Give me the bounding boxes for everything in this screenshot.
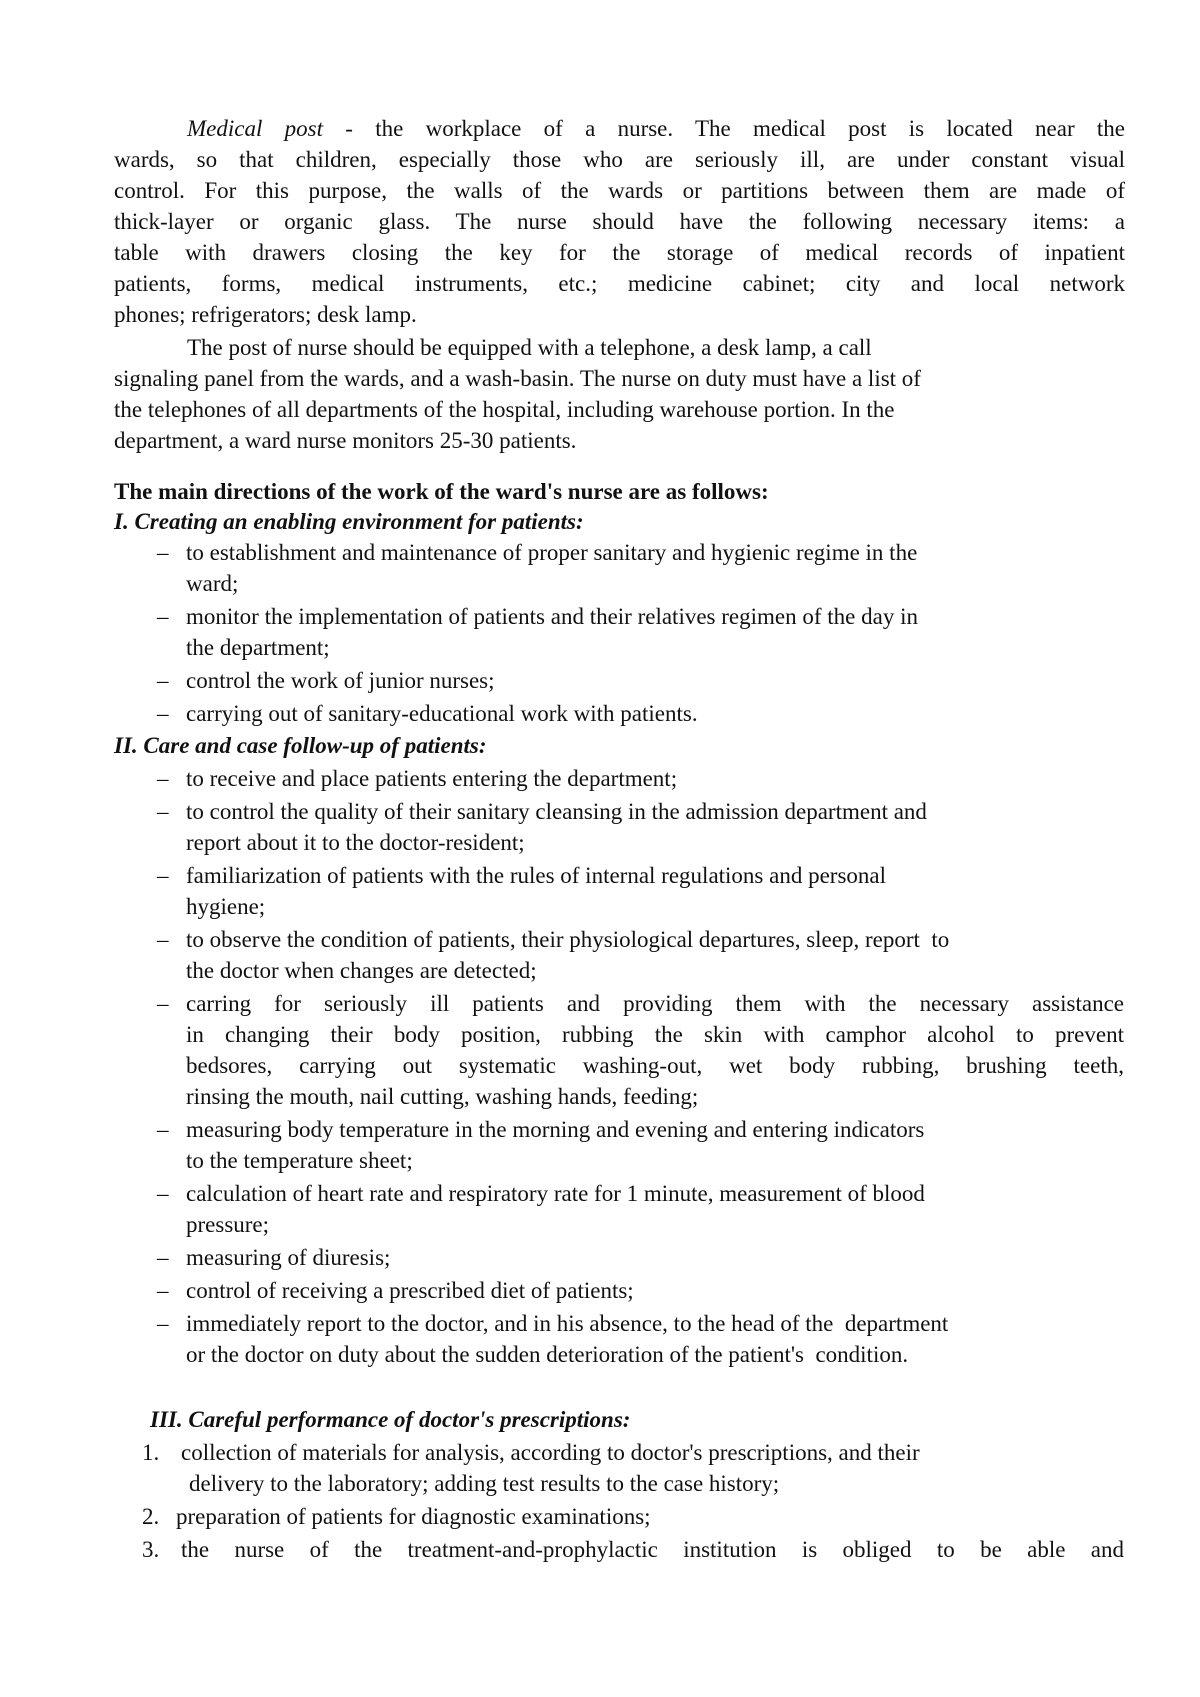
intro-line-2: wards, so that children, especially those who are seriously ill, are under constant visual <box>114 147 1125 172</box>
section-2-heading: II. Care and case follow-up of patients: <box>114 733 487 758</box>
list-item-continuation: or the doctor on duty about the sudden deterioration of the patient's condition. <box>186 1342 909 1367</box>
bullet-dash: – <box>157 701 169 726</box>
bullet-dash: – <box>157 1117 169 1142</box>
section-3-heading: III. Careful performance of doctor's prescriptions: <box>150 1407 631 1432</box>
intro-line-3: control. For this purpose, the walls of the wards or partitions between them are made of <box>114 178 1125 203</box>
list-item: immediately report to the doctor, and in his absence, to the head of the department <box>186 1311 949 1336</box>
list-item-continuation: delivery to the laboratory; adding test results to the case history; <box>189 1471 780 1496</box>
list-item-continuation: the department; <box>186 635 330 660</box>
list-item: control the work of junior nurses; <box>186 668 495 693</box>
bullet-dash: – <box>157 668 169 693</box>
list-item-continuation: in changing their body position, rubbing the skin with camphor alcohol to prevent <box>186 1022 1124 1047</box>
list-item-continuation: rinsing the mouth, nail cutting, washing hands, feeding; <box>186 1084 699 1109</box>
section-1-heading: I. Creating an enabling environment for patients: <box>114 509 584 534</box>
bullet-dash: – <box>157 927 169 952</box>
list-item-continuation: hygiene; <box>186 894 266 919</box>
list-item: measuring body temperature in the morning and evening and entering indicators <box>186 1117 925 1142</box>
bullet-dash: – <box>157 1245 169 1270</box>
list-item-continuation: report about it to the doctor-resident; <box>186 830 525 855</box>
list-item: familiarization of patients with the rules of internal regulations and personal <box>186 863 887 888</box>
list-item-continuation: ward; <box>186 571 239 596</box>
list-item: measuring of diuresis; <box>186 1245 391 1270</box>
bullet-dash: – <box>157 604 169 629</box>
bullet-dash: – <box>157 1278 169 1303</box>
list-item-continuation: bedsores, carrying out systematic washing-out, wet body rubbing, brushing teeth, <box>186 1053 1124 1078</box>
list-item: monitor the implementation of patients and their relatives regimen of the day in <box>186 604 918 629</box>
list-item: collection of materials for analysis, according to doctor's prescriptions, and their <box>181 1440 920 1465</box>
list-item-continuation: the doctor when changes are detected; <box>186 958 537 983</box>
list-number: 1. <box>142 1440 160 1465</box>
post-line-4: department, a ward nurse monitors 25-30 patients. <box>114 428 577 453</box>
post-line-1: The post of nurse should be equipped with a telephone, a desk lamp, a call <box>187 335 872 360</box>
list-number: 3. <box>142 1537 160 1562</box>
list-item: to observe the condition of patients, their physiological departures, sleep, report to <box>186 927 950 952</box>
bullet-dash: – <box>157 1181 169 1206</box>
list-item: preparation of patients for diagnostic examinations; <box>176 1504 651 1529</box>
list-item: carring for seriously ill patients and providing them with the necessary assistance <box>186 991 1124 1016</box>
list-item: calculation of heart rate and respiratory rate for 1 minute, measurement of blood <box>186 1181 925 1206</box>
post-line-3: the telephones of all departments of the hospital, including warehouse portion. In the <box>114 397 895 422</box>
directions-heading: The main directions of the work of the ward's nurse are as follows: <box>114 479 769 504</box>
intro-line-4: thick-layer or organic glass. The nurse should have the following necessary items: a <box>114 209 1125 234</box>
list-item-continuation: pressure; <box>186 1212 270 1237</box>
lead-term: Medical post <box>187 116 323 141</box>
list-item: carrying out of sanitary-educational work with patients. <box>186 701 698 726</box>
bullet-dash: – <box>157 1311 169 1336</box>
list-item: control of receiving a prescribed diet of patients; <box>186 1278 634 1303</box>
list-item: to receive and place patients entering the department; <box>186 766 678 791</box>
list-item: to control the quality of their sanitary cleansing in the admission department and <box>186 799 927 824</box>
bullet-dash: – <box>157 991 169 1016</box>
bullet-dash: – <box>157 540 169 565</box>
intro-line-1: Medical post - the workplace of a nurse. The medical post is located near the <box>187 116 1125 141</box>
list-item-continuation: to the temperature sheet; <box>186 1148 413 1173</box>
list-item: the nurse of the treatment-and-prophylactic institution is obliged to be able and <box>181 1537 1124 1562</box>
list-item: to establishment and maintenance of proper sanitary and hygienic regime in the <box>186 540 918 565</box>
post-line-2: signaling panel from the wards, and a wash-basin. The nurse on duty must have a list of <box>114 366 921 391</box>
intro-line-7: phones; refrigerators; desk lamp. <box>114 302 417 327</box>
bullet-dash: – <box>157 799 169 824</box>
list-number: 2. <box>142 1504 160 1529</box>
intro-line-5: table with drawers closing the key for the storage of medical records of inpatient <box>114 240 1125 265</box>
intro-line-6: patients, forms, medical instruments, etc.; medicine cabinet; city and local network <box>114 271 1125 296</box>
bullet-dash: – <box>157 863 169 888</box>
bullet-dash: – <box>157 766 169 791</box>
